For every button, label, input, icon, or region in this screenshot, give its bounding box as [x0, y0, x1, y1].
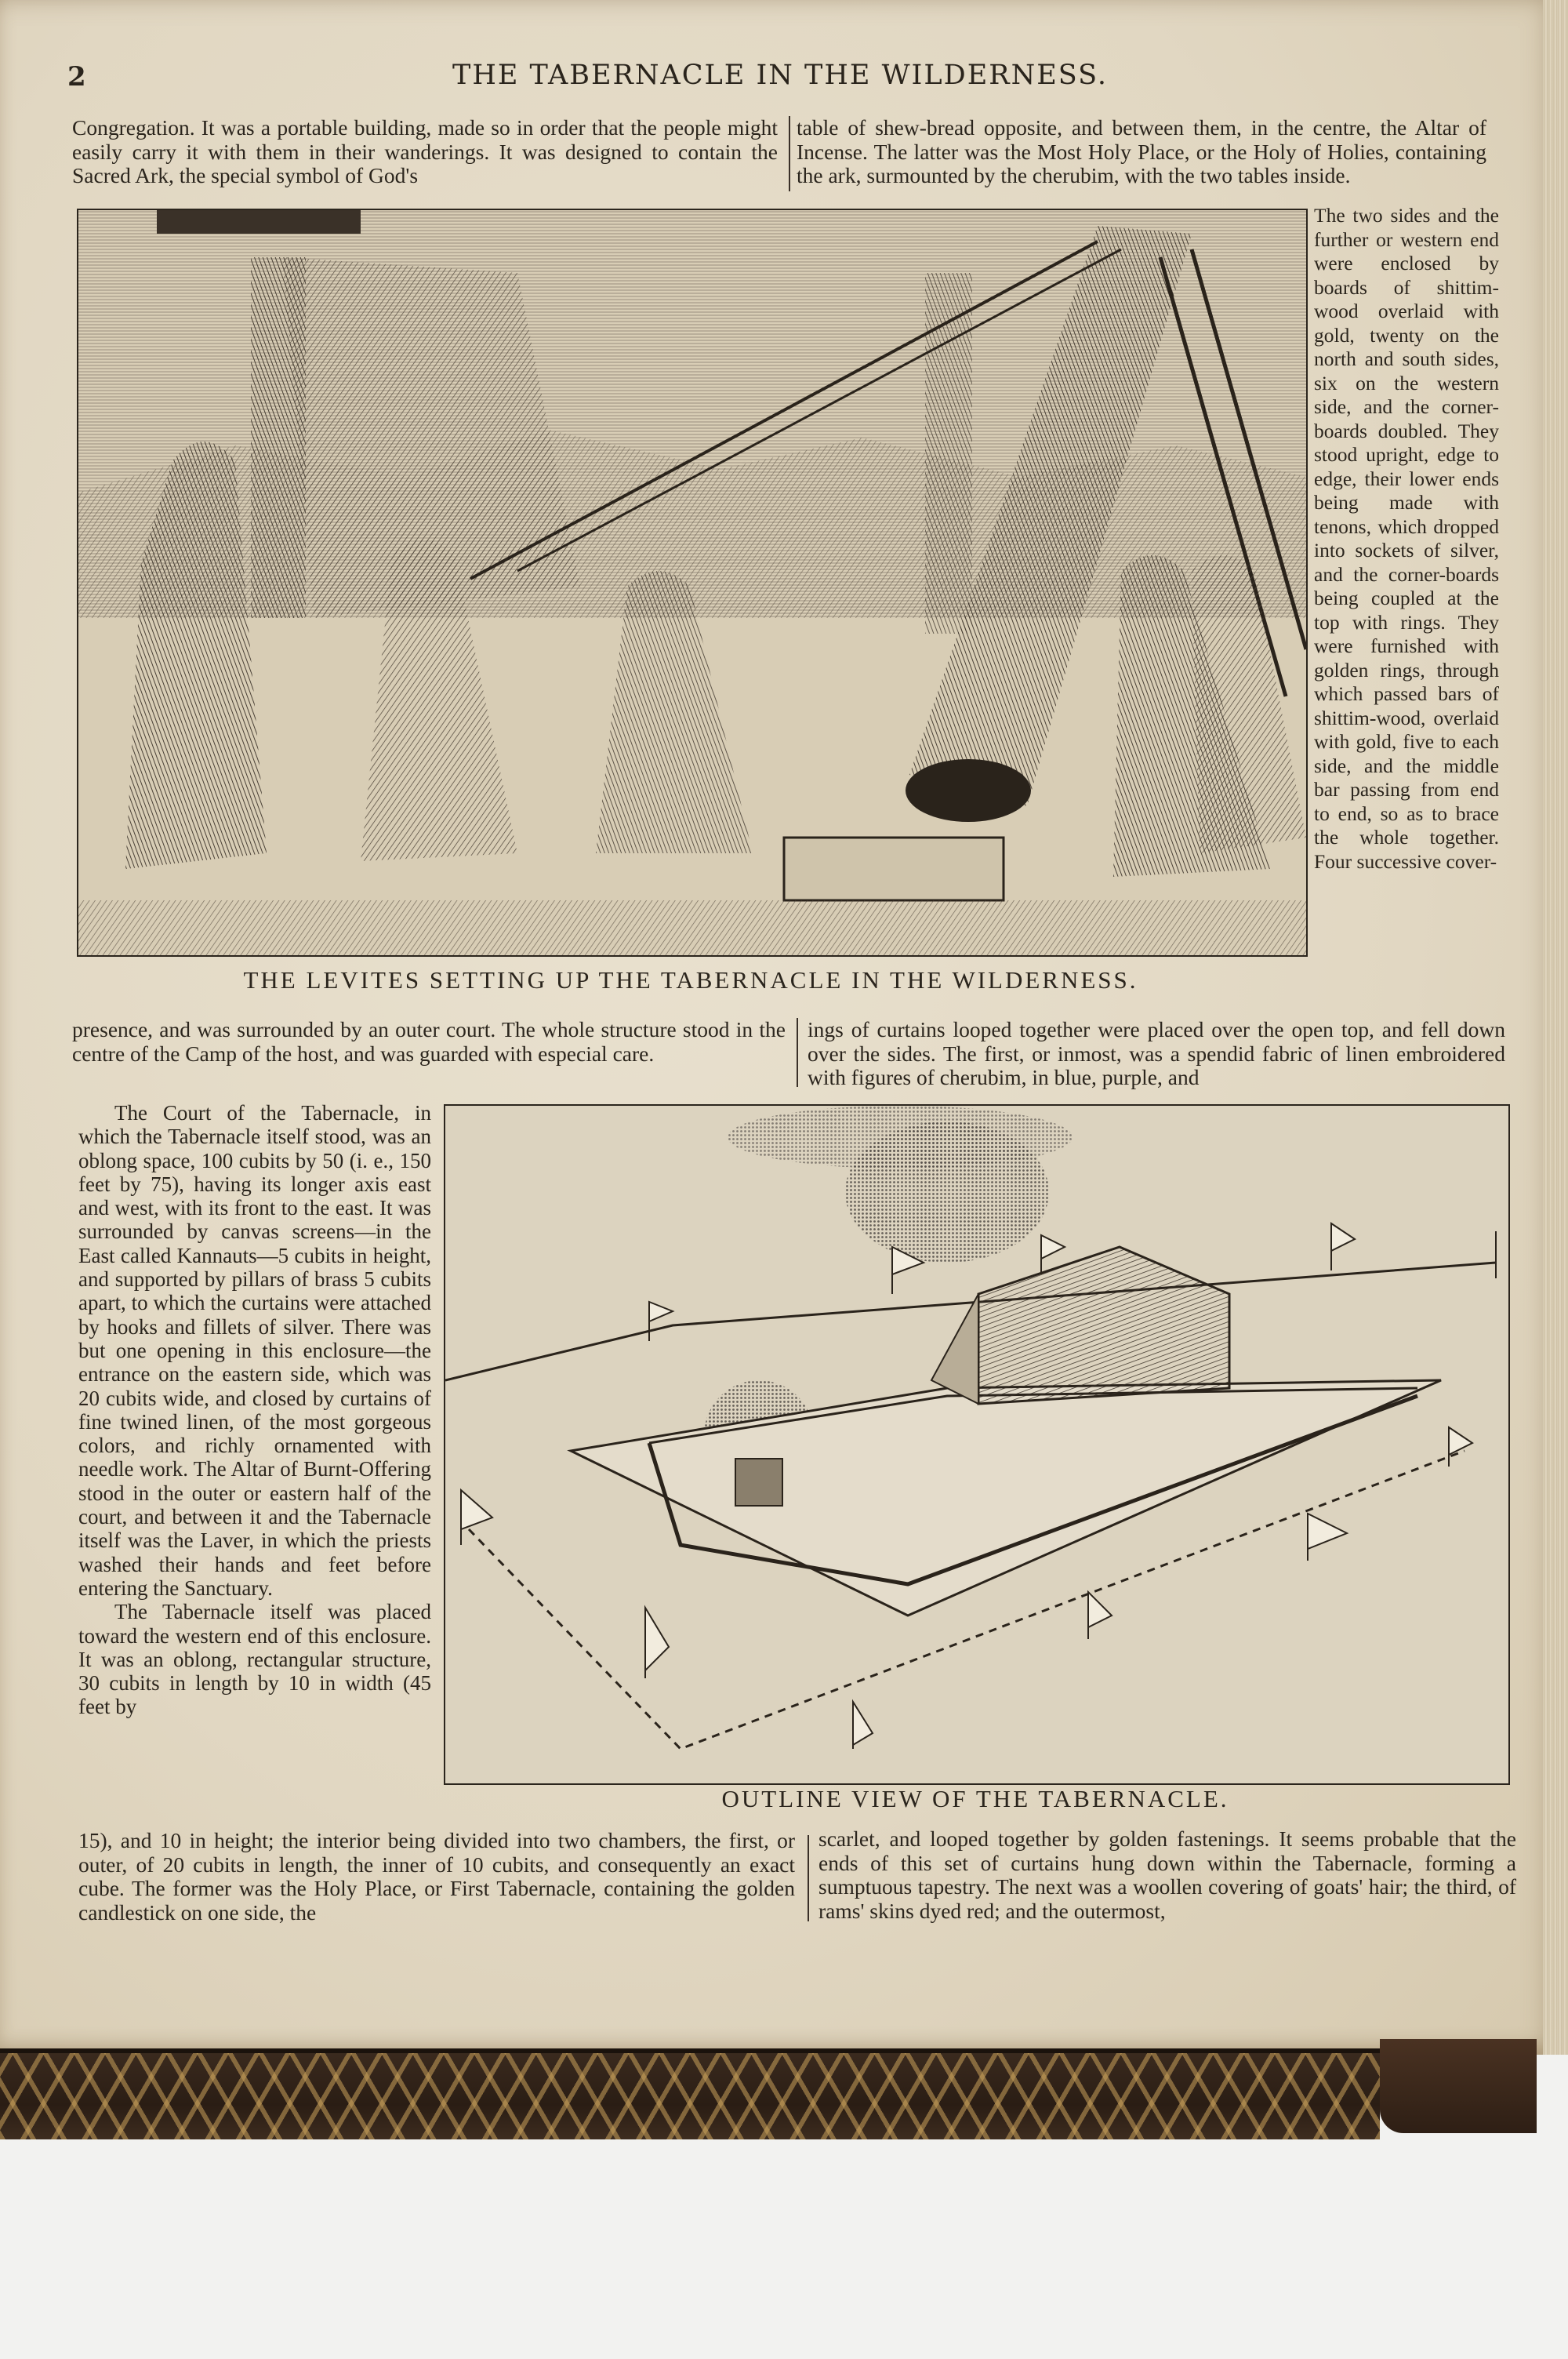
running-head: THE TABERNACLE IN THE WILDERNESS. — [452, 60, 1108, 91]
column-rule-middle — [797, 1018, 798, 1087]
side-column-text: The two sides and the further or western end were enclosed by boards of shittim-wood overlaid with gold, twenty on the north and south sides, six on the western side, and the corner-boards doubled. They stood upright, edge to edge, their lower ends being made with tenons, which dropped into sockets of silver, and the corner-boards being coupled at the top with rings. They were furnished with golden rings, through which passed bars of shittim-wood, overlaid with gold, five to each side, and the middle bar passing from end to end, so as to brace the whole together. Four successive cover- — [1314, 204, 1499, 873]
page-number: 2 — [67, 61, 86, 93]
tabernacle-outline-engraving — [444, 1104, 1510, 1785]
top-left-text: Congregation. It was a portable building, made so in order that the people might easily carry it with them in their wanderings. It was designed to contain the Sacred Ark, the special symbol of God's — [72, 115, 778, 187]
illustration-1-caption: THE LEVITES SETTING UP THE TABERNACLE IN THE WILDERNESS. — [243, 966, 1138, 994]
court-paragraph-2: The Tabernacle itself was placed toward the western end of this enclosure. It was an oblong, rectangular structure, 30 cubits in length by 10 in width (45 feet by — [78, 1600, 431, 1719]
levites-engraving — [77, 209, 1308, 957]
middle-left-text: presence, and was surrounded by an outer court. The whole structure stood in the centre of the Camp of the host, and was guarded with especial care. — [72, 1017, 786, 1066]
court-text-column — [78, 1101, 431, 1719]
bottom-right-text: scarlet, and looped together by golden fastenings. It seems probable that the ends of this set of curtains hung down within the Tabernacle, forming a sumptuous tapestry. The next was a woollen covering of goats' hair; the third, of rams' skins dyed red; and the outermost, — [818, 1826, 1516, 1923]
page-edges — [1543, 0, 1568, 2055]
book-cover-corner — [1380, 2039, 1537, 2133]
court-paragraph-1: The Court of the Tabernacle, in which the Tabernacle itself stood, was an oblong space, 100 cubits by 50 (i. e., 150 feet by 75), having its longer axis east and west, with its front to the east. It was surrounded by canvas screens—in the East called Kannauts—5 cubits in height, and supported by pillars of brass 5 cubits apart, to which the curtains were attached by hooks and fillets of silver. There was but one opening in this enclosure—the entrance on the eastern side, which was 20 cubits wide, and closed by curtains of fine twined linen, of the most gorgeous colors, and richly ornamented with needle work. The Altar of Burnt-Offering stood in the outer or eastern half of the court, and between it and the Tabernacle itself was the Laver, in which the priests washed their hands and feet before entering the Sanctuary. — [78, 1101, 431, 1600]
column-rule-top — [789, 116, 790, 191]
bottom-left-text: 15), and 10 in height; the interior being divided into two chambers, the first, or outer, of 20 cubits in length, the inner of 10 cubits, and consequently an exact cube. The former was the Holy Place, or First Tabernacle, containing the golden candlestick on one side, the — [78, 1828, 795, 1925]
column-rule-bottom — [808, 1835, 809, 1921]
book-binding — [0, 2048, 1380, 2139]
top-right-text: table of shew-bread opposite, and between them, in the centre, the Altar of Incense. The latter was the Most Holy Place, or the Holy of Holies, containing the ark, surmounted by the cherubim, with the two tables inside. — [797, 115, 1486, 187]
middle-right-text: ings of curtains looped together were placed over the open top, and fell down over the sides. The first, or inmost, was a spendid fabric of linen embroidered with figures of cherubim, in blue, purple, and — [808, 1017, 1505, 1089]
illustration-2-caption: OUTLINE VIEW OF THE TABERNACLE. — [721, 1785, 1229, 1812]
